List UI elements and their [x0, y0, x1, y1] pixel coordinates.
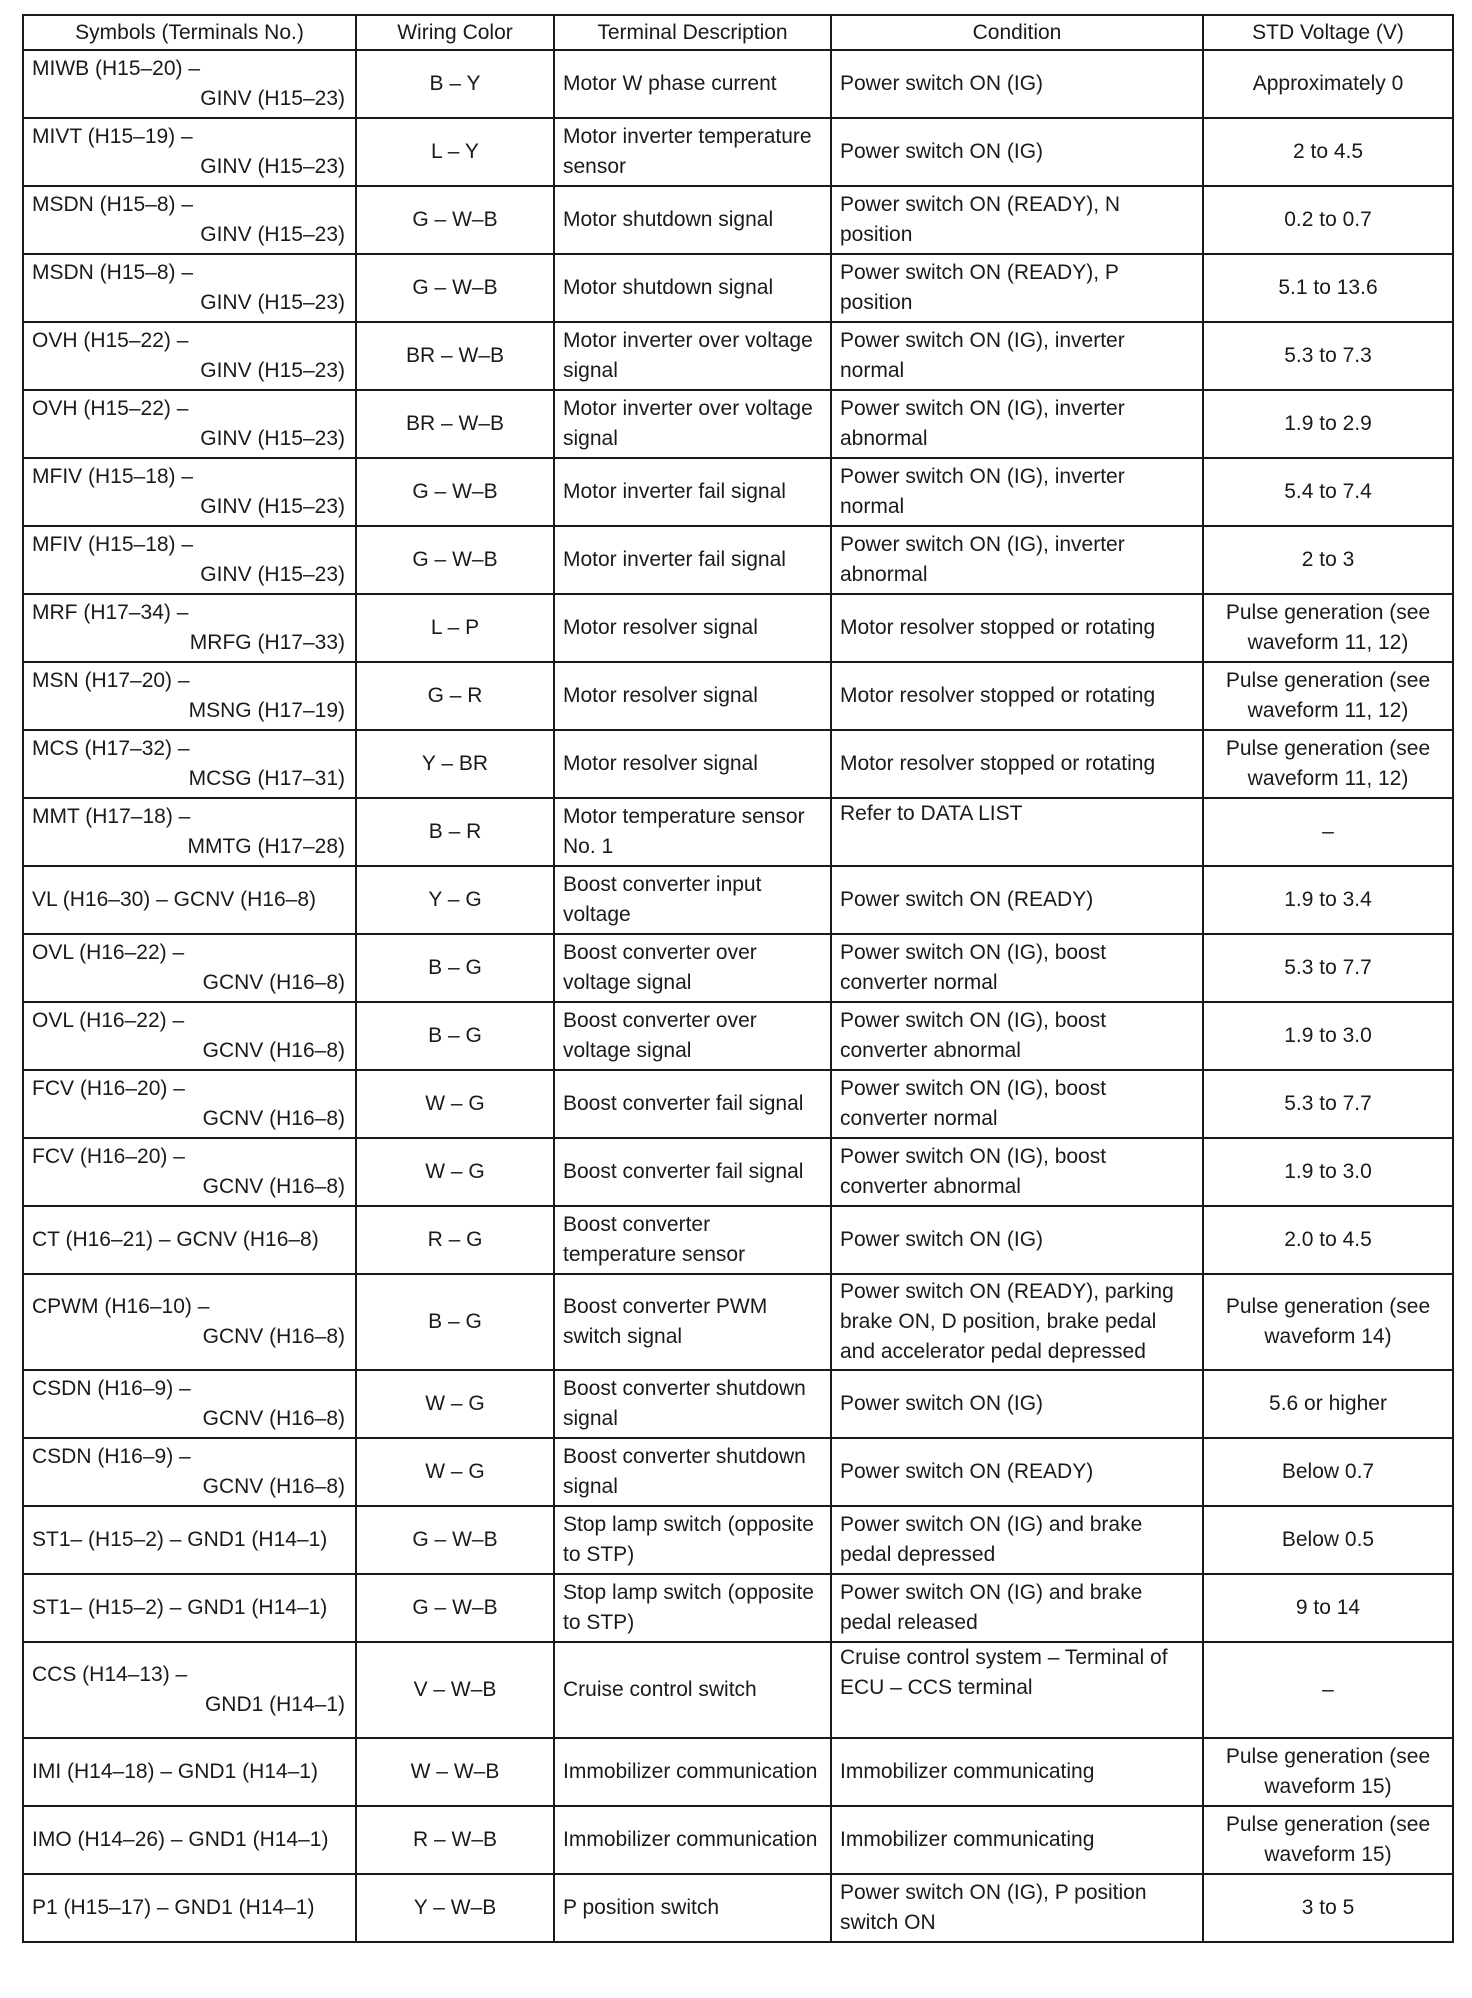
cell-terminal-description: Boost converter shutdown signal	[554, 1370, 831, 1438]
symbol-line-2: GINV (H15–23)	[200, 495, 345, 518]
cell-wiring-color: V – W–B	[356, 1642, 554, 1738]
cell-condition: Immobilizer communicating	[831, 1738, 1203, 1806]
cell-std-voltage: 9 to 14	[1203, 1574, 1453, 1642]
table-row	[23, 1574, 1453, 1642]
table-body	[23, 50, 1453, 1942]
cell-condition: Power switch ON (IG) and brake pedal released	[831, 1574, 1203, 1642]
symbol-line-1: MFIV (H15–18) –	[32, 533, 194, 556]
symbol-line-1: OVH (H15–22) –	[32, 329, 189, 352]
header-std-voltage: STD Voltage (V)	[1203, 15, 1453, 50]
cell-condition: Power switch ON (IG)	[831, 1370, 1203, 1438]
header-row	[23, 15, 1453, 50]
cell-wiring-color: G – W–B	[356, 458, 554, 526]
cell-symbols	[23, 1370, 356, 1438]
cell-condition: Power switch ON (IG) and brake pedal depressed	[831, 1506, 1203, 1574]
table-row	[23, 458, 1453, 526]
cell-condition: Power switch ON (IG), inverter abnormal	[831, 526, 1203, 594]
symbol-line-2: GINV (H15–23)	[200, 87, 345, 110]
cell-wiring-color: G – W–B	[356, 186, 554, 254]
cell-symbols	[23, 322, 356, 390]
symbol-line-2: GND1 (H14–1)	[204, 1693, 345, 1716]
cell-terminal-description: Motor inverter over voltage signal	[554, 390, 831, 458]
symbol-line-1: ST1– (H15–2) – GND1 (H14–1)	[32, 1528, 328, 1551]
symbol-line-1: OVL (H16–22) –	[32, 1009, 185, 1032]
cell-wiring-color: G – W–B	[356, 1506, 554, 1574]
cell-wiring-color: W – G	[356, 1370, 554, 1438]
cell-wiring-color: W – G	[356, 1438, 554, 1506]
cell-terminal-description: Immobilizer communication	[554, 1738, 831, 1806]
table-row	[23, 594, 1453, 662]
table-row	[23, 322, 1453, 390]
terminal-voltage-table	[22, 14, 1454, 1943]
cell-std-voltage: –	[1203, 798, 1453, 866]
cell-wiring-color: L – P	[356, 594, 554, 662]
cell-std-voltage: 5.3 to 7.7	[1203, 1070, 1453, 1138]
cell-std-voltage: 3 to 5	[1203, 1874, 1453, 1942]
cell-condition: Power switch ON (IG), inverter normal	[831, 458, 1203, 526]
cell-symbols	[23, 186, 356, 254]
table-row	[23, 1206, 1453, 1274]
cell-symbols	[23, 1438, 356, 1506]
cell-terminal-description: Boost converter over voltage signal	[554, 1002, 831, 1070]
cell-terminal-description: Motor inverter fail signal	[554, 458, 831, 526]
cell-terminal-description: Motor inverter fail signal	[554, 526, 831, 594]
cell-terminal-description: Motor W phase current	[554, 50, 831, 118]
cell-terminal-description: P position switch	[554, 1874, 831, 1942]
cell-terminal-description: Boost converter PWM switch signal	[554, 1274, 831, 1370]
cell-std-voltage: 1.9 to 3.4	[1203, 866, 1453, 934]
cell-terminal-description: Motor resolver signal	[554, 594, 831, 662]
cell-symbols	[23, 526, 356, 594]
cell-symbols	[23, 934, 356, 1002]
symbol-line-2: GINV (H15–23)	[200, 427, 345, 450]
cell-std-voltage: 5.1 to 13.6	[1203, 254, 1453, 322]
table-row	[23, 662, 1453, 730]
cell-wiring-color: G – W–B	[356, 1574, 554, 1642]
symbol-line-2: MMTG (H17–28)	[187, 835, 345, 858]
cell-wiring-color: B – G	[356, 934, 554, 1002]
cell-condition: Power switch ON (IG), boost converter abnormal	[831, 1138, 1203, 1206]
cell-terminal-description: Boost converter fail signal	[554, 1070, 831, 1138]
cell-terminal-description: Motor resolver signal	[554, 662, 831, 730]
cell-terminal-description: Motor shutdown signal	[554, 186, 831, 254]
cell-std-voltage: 1.9 to 3.0	[1203, 1002, 1453, 1070]
cell-symbols	[23, 866, 356, 934]
cell-symbols	[23, 458, 356, 526]
cell-wiring-color: B – G	[356, 1274, 554, 1370]
cell-symbols	[23, 662, 356, 730]
cell-std-voltage: Approximately 0	[1203, 50, 1453, 118]
header-terminal-description: Terminal Description	[554, 15, 831, 50]
cell-condition: Power switch ON (IG), inverter normal	[831, 322, 1203, 390]
cell-std-voltage: 5.3 to 7.3	[1203, 322, 1453, 390]
cell-terminal-description: Boost converter fail signal	[554, 1138, 831, 1206]
cell-std-voltage: Below 0.5	[1203, 1506, 1453, 1574]
cell-wiring-color: G – W–B	[356, 254, 554, 322]
symbol-line-1: VL (H16–30) – GCNV (H16–8)	[32, 888, 317, 911]
cell-condition: Power switch ON (READY), parking brake ON, D position, brake pedal and accelerator pedal depressed	[831, 1274, 1203, 1370]
table-row	[23, 934, 1453, 1002]
cell-terminal-description: Stop lamp switch (opposite to STP)	[554, 1574, 831, 1642]
cell-wiring-color: R – W–B	[356, 1806, 554, 1874]
table-row	[23, 186, 1453, 254]
cell-symbols	[23, 1806, 356, 1874]
cell-wiring-color: G – W–B	[356, 526, 554, 594]
cell-std-voltage: Pulse generation (see waveform 11, 12)	[1203, 730, 1453, 798]
symbol-line-2: MSNG (H17–19)	[188, 699, 345, 722]
cell-symbols	[23, 1206, 356, 1274]
symbol-line-1: MIVT (H15–19) –	[32, 125, 193, 148]
table-row	[23, 1370, 1453, 1438]
symbol-line-1: ST1– (H15–2) – GND1 (H14–1)	[32, 1596, 328, 1619]
table-row	[23, 526, 1453, 594]
cell-symbols	[23, 1002, 356, 1070]
symbol-line-2: MRFG (H17–33)	[189, 631, 345, 654]
cell-symbols	[23, 798, 356, 866]
table-row	[23, 1874, 1453, 1942]
cell-wiring-color: W – G	[356, 1070, 554, 1138]
table-row	[23, 118, 1453, 186]
cell-std-voltage: Below 0.7	[1203, 1438, 1453, 1506]
cell-condition: Motor resolver stopped or rotating	[831, 594, 1203, 662]
cell-condition: Power switch ON (READY)	[831, 866, 1203, 934]
cell-symbols	[23, 1274, 356, 1370]
cell-symbols	[23, 594, 356, 662]
table-row	[23, 866, 1453, 934]
cell-wiring-color: R – G	[356, 1206, 554, 1274]
cell-terminal-description: Boost converter shutdown signal	[554, 1438, 831, 1506]
cell-condition: Power switch ON (IG), P position switch ON	[831, 1874, 1203, 1942]
symbol-line-1: MMT (H17–18) –	[32, 805, 191, 828]
symbol-line-1: CSDN (H16–9) –	[32, 1445, 191, 1468]
table-row	[23, 798, 1453, 866]
cell-symbols	[23, 254, 356, 322]
cell-std-voltage: 2 to 3	[1203, 526, 1453, 594]
symbol-line-1: CT (H16–21) – GCNV (H16–8)	[32, 1228, 319, 1251]
header-wiring-color: Wiring Color	[356, 15, 554, 50]
cell-condition: Power switch ON (IG)	[831, 1206, 1203, 1274]
cell-std-voltage: 2.0 to 4.5	[1203, 1206, 1453, 1274]
symbol-line-1: FCV (H16–20) –	[32, 1077, 185, 1100]
cell-std-voltage: 5.6 or higher	[1203, 1370, 1453, 1438]
symbol-line-1: IMO (H14–26) – GND1 (H14–1)	[32, 1828, 329, 1851]
cell-symbols	[23, 1874, 356, 1942]
symbol-line-1: MSDN (H15–8) –	[32, 261, 194, 284]
cell-terminal-description: Stop lamp switch (opposite to STP)	[554, 1506, 831, 1574]
cell-condition: Power switch ON (READY), N position	[831, 186, 1203, 254]
cell-std-voltage: 5.4 to 7.4	[1203, 458, 1453, 526]
cell-std-voltage: Pulse generation (see waveform 11, 12)	[1203, 662, 1453, 730]
table-row	[23, 1002, 1453, 1070]
cell-wiring-color: BR – W–B	[356, 390, 554, 458]
table-row	[23, 1070, 1453, 1138]
table-row	[23, 1738, 1453, 1806]
cell-std-voltage: Pulse generation (see waveform 15)	[1203, 1738, 1453, 1806]
symbol-line-2: GCNV (H16–8)	[202, 1407, 345, 1430]
table-row	[23, 1642, 1453, 1738]
cell-wiring-color: W – G	[356, 1138, 554, 1206]
cell-wiring-color: W – W–B	[356, 1738, 554, 1806]
symbol-line-1: P1 (H15–17) – GND1 (H14–1)	[32, 1896, 315, 1919]
cell-wiring-color: L – Y	[356, 118, 554, 186]
cell-std-voltage: –	[1203, 1642, 1453, 1738]
table-row	[23, 254, 1453, 322]
cell-terminal-description: Boost converter temperature sensor	[554, 1206, 831, 1274]
cell-terminal-description: Motor resolver signal	[554, 730, 831, 798]
symbol-line-2: GCNV (H16–8)	[202, 1107, 345, 1130]
symbol-line-1: MFIV (H15–18) –	[32, 465, 194, 488]
cell-std-voltage: 1.9 to 2.9	[1203, 390, 1453, 458]
cell-wiring-color: Y – BR	[356, 730, 554, 798]
cell-std-voltage: 5.3 to 7.7	[1203, 934, 1453, 1002]
symbol-line-2: GINV (H15–23)	[200, 563, 345, 586]
cell-condition: Power switch ON (IG), boost converter normal	[831, 1070, 1203, 1138]
cell-symbols	[23, 1574, 356, 1642]
cell-std-voltage: 0.2 to 0.7	[1203, 186, 1453, 254]
symbol-line-1: CPWM (H16–10) –	[32, 1295, 210, 1318]
symbol-line-1: FCV (H16–20) –	[32, 1145, 185, 1168]
cell-condition: Power switch ON (IG)	[831, 50, 1203, 118]
symbol-line-2: GINV (H15–23)	[200, 291, 345, 314]
cell-condition: Cruise control system – Terminal of ECU – CCS terminal	[831, 1642, 1203, 1738]
cell-wiring-color: Y – W–B	[356, 1874, 554, 1942]
symbol-line-1: MIWB (H15–20) –	[32, 57, 201, 80]
symbol-line-2: MCSG (H17–31)	[188, 767, 345, 790]
cell-symbols	[23, 50, 356, 118]
symbol-line-1: IMI (H14–18) – GND1 (H14–1)	[32, 1760, 318, 1783]
cell-condition: Immobilizer communicating	[831, 1806, 1203, 1874]
cell-terminal-description: Boost converter input voltage	[554, 866, 831, 934]
cell-condition: Power switch ON (IG), boost converter normal	[831, 934, 1203, 1002]
symbol-line-2: GCNV (H16–8)	[202, 1175, 345, 1198]
cell-condition: Motor resolver stopped or rotating	[831, 662, 1203, 730]
symbol-line-2: GINV (H15–23)	[200, 155, 345, 178]
cell-wiring-color: B – R	[356, 798, 554, 866]
cell-wiring-color: BR – W–B	[356, 322, 554, 390]
header-condition: Condition	[831, 15, 1203, 50]
symbol-line-2: GCNV (H16–8)	[202, 1039, 345, 1062]
cell-wiring-color: B – Y	[356, 50, 554, 118]
cell-terminal-description: Motor temperature sensor No. 1	[554, 798, 831, 866]
cell-symbols	[23, 118, 356, 186]
cell-wiring-color: B – G	[356, 1002, 554, 1070]
table-row	[23, 730, 1453, 798]
cell-terminal-description: Boost converter over voltage signal	[554, 934, 831, 1002]
symbol-line-2: GINV (H15–23)	[200, 223, 345, 246]
cell-condition: Power switch ON (IG), inverter abnormal	[831, 390, 1203, 458]
cell-symbols	[23, 1070, 356, 1138]
cell-terminal-description: Immobilizer communication	[554, 1806, 831, 1874]
table-row	[23, 50, 1453, 118]
cell-std-voltage: Pulse generation (see waveform 15)	[1203, 1806, 1453, 1874]
cell-terminal-description: Motor inverter over voltage signal	[554, 322, 831, 390]
cell-condition: Refer to DATA LIST	[831, 798, 1203, 866]
table-row	[23, 390, 1453, 458]
table-row	[23, 1806, 1453, 1874]
table-row	[23, 1506, 1453, 1574]
cell-terminal-description: Motor inverter temperature sensor	[554, 118, 831, 186]
cell-symbols	[23, 1738, 356, 1806]
cell-symbols	[23, 1642, 356, 1738]
cell-std-voltage: 1.9 to 3.0	[1203, 1138, 1453, 1206]
cell-symbols	[23, 1506, 356, 1574]
cell-symbols	[23, 1138, 356, 1206]
symbol-line-1: OVL (H16–22) –	[32, 941, 185, 964]
symbol-line-1: MCS (H17–32) –	[32, 737, 190, 760]
cell-std-voltage: Pulse generation (see waveform 11, 12)	[1203, 594, 1453, 662]
cell-symbols	[23, 390, 356, 458]
symbol-line-1: CSDN (H16–9) –	[32, 1377, 191, 1400]
cell-symbols	[23, 730, 356, 798]
cell-wiring-color: Y – G	[356, 866, 554, 934]
symbol-line-2: GCNV (H16–8)	[202, 971, 345, 994]
cell-condition: Motor resolver stopped or rotating	[831, 730, 1203, 798]
cell-std-voltage: 2 to 4.5	[1203, 118, 1453, 186]
symbol-line-1: OVH (H15–22) –	[32, 397, 189, 420]
table-row	[23, 1438, 1453, 1506]
table-row	[23, 1138, 1453, 1206]
cell-condition: Power switch ON (IG), boost converter abnormal	[831, 1002, 1203, 1070]
symbol-line-2: GINV (H15–23)	[200, 359, 345, 382]
symbol-line-2: GCNV (H16–8)	[202, 1325, 345, 1348]
table-row	[23, 1274, 1453, 1370]
cell-terminal-description: Motor shutdown signal	[554, 254, 831, 322]
cell-wiring-color: G – R	[356, 662, 554, 730]
cell-condition: Power switch ON (READY), P position	[831, 254, 1203, 322]
cell-condition: Power switch ON (IG)	[831, 118, 1203, 186]
cell-std-voltage: Pulse generation (see waveform 14)	[1203, 1274, 1453, 1370]
header-symbols: Symbols (Terminals No.)	[23, 15, 356, 50]
cell-condition: Power switch ON (READY)	[831, 1438, 1203, 1506]
symbol-line-1: MSDN (H15–8) –	[32, 193, 194, 216]
symbol-line-1: MRF (H17–34) –	[32, 601, 189, 624]
cell-terminal-description: Cruise control switch	[554, 1642, 831, 1738]
symbol-line-1: CCS (H14–13) –	[32, 1663, 188, 1686]
symbol-line-1: MSN (H17–20) –	[32, 669, 190, 692]
symbol-line-2: GCNV (H16–8)	[202, 1475, 345, 1498]
